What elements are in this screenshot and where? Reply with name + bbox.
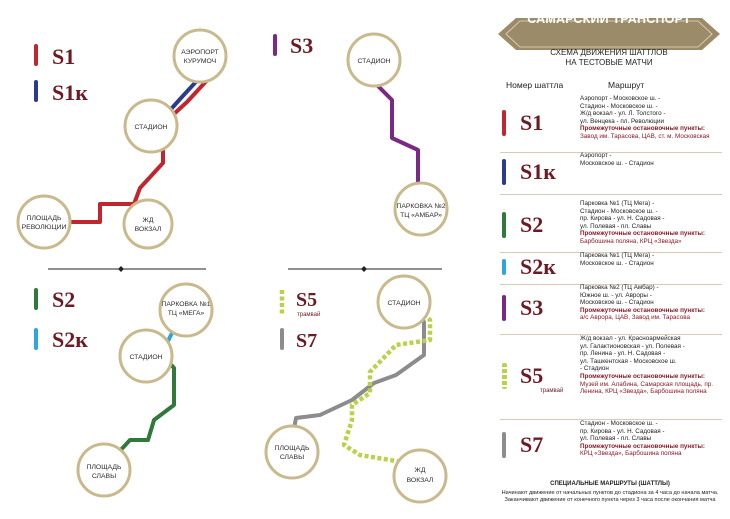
- footer-line-1: Начинают движение от начальных пунктов до стадиона за 4 часа до начала матча.: [501, 490, 719, 496]
- station-parking-2: [395, 183, 447, 235]
- station-stadium-s5: [378, 276, 430, 328]
- route-description: [580, 252, 730, 267]
- legend-label-s7: S7: [296, 330, 318, 352]
- route-description-line: ул. Полевая - пл. Славы: [580, 222, 652, 230]
- route-stops-title: Промежуточные остановочные пункты:: [580, 442, 705, 450]
- station-parking1-label-2: ТЦ «МЕГА»: [167, 310, 205, 317]
- footer-line-2: Заканчивают движение от конечного пункта через 3 часа после окончания матча: [504, 497, 716, 503]
- route-description-line: ул. Полевая - пл. Славы: [580, 435, 652, 443]
- route-color-bar: [502, 432, 506, 458]
- station-airport-label-2: КУРУМОЧ: [183, 58, 217, 65]
- route-description-line: ул. Галактионовская - ул. Полевая -: [580, 342, 685, 350]
- route-row-divider: [500, 194, 722, 195]
- route-description-line: Московское ш. - Стадион: [580, 159, 654, 167]
- route-row: [500, 420, 722, 470]
- legend-label-s1k: S1к: [52, 80, 88, 105]
- route-description-line: ул. Ташкентская - Московское ш.: [580, 357, 677, 365]
- route-description-line: Парковка №1 (ТЦ Мега) -: [580, 200, 655, 207]
- legend-bar-s1k: [34, 80, 38, 102]
- station-stadium-label: СТАДИОН: [134, 124, 168, 131]
- station-rail-label-2: ВОКЗАЛ: [134, 226, 162, 233]
- banner-subtitle: [498, 48, 720, 68]
- station-airport: [174, 30, 226, 82]
- route-description-line: Южное ш. - ул. Авроры -: [580, 291, 652, 299]
- station-rail-label-1: ЖД: [142, 217, 154, 224]
- station-stadium-s1: [125, 100, 177, 152]
- station-square-label-1: ПЛОЩАДЬ: [26, 215, 62, 222]
- route-stops: Завод им. Тарасова, ЦАВ, ст. м. Московская: [580, 132, 710, 140]
- route-row: [500, 252, 722, 282]
- footer-note: [490, 481, 730, 504]
- route-name: S5: [520, 363, 544, 388]
- route-description: [580, 152, 730, 167]
- station-parking-1: [160, 284, 212, 336]
- legend-label-s2k: S2к: [52, 327, 88, 352]
- route-row: [500, 335, 722, 417]
- station-rail-label-2: ВОКЗАЛ: [406, 477, 434, 484]
- route-stops: а/с Аврора, ЦАВ, Завод им. Тарасова: [580, 314, 691, 322]
- station-railway-s1: [124, 200, 172, 248]
- route-description: [580, 284, 730, 322]
- route-description-line: Ж/д вокзал - ул. Красноармейская: [580, 335, 681, 342]
- station-square-label-1: ПЛОЩАДЬ: [86, 464, 122, 471]
- route-color-bar: [502, 212, 506, 238]
- route-color-bar: [502, 259, 506, 275]
- legend-bar-s7: [280, 328, 284, 350]
- station-square-label-1: ПЛОЩАДЬ: [274, 445, 310, 452]
- route-subtitle: трамвай: [540, 388, 564, 394]
- legend-bar-s2k: [34, 328, 38, 350]
- route-description-line: Стадион - Московское ш. -: [580, 420, 658, 427]
- route-description-line: Московское ш. - Стадион: [580, 259, 654, 267]
- route-description-line: Парковка №2 (ТЦ Амбар) -: [580, 284, 659, 291]
- route-name: S7: [520, 432, 544, 457]
- station-stadium-s3: [348, 34, 400, 86]
- station-stadium-s2: [120, 330, 172, 382]
- banner-title: САМАРСКИЙ ТРАНСПОРТ: [527, 12, 691, 26]
- route-stops: Музей им. Алабина, Самарская площадь, пр. Ленина, КРЦ «Звезда», Барбошина поляна: [580, 380, 713, 396]
- column-header-number: Номер шаттла: [506, 80, 564, 90]
- route-description: [580, 335, 730, 396]
- station-square-label-2: СЛАВЫ: [279, 454, 305, 461]
- route-description-line: пр. Ленина - ул. Н. Садовая -: [580, 350, 666, 358]
- divider-ornament-icon: [118, 266, 124, 272]
- divider-ornament-icon: [361, 266, 367, 272]
- station-stadium-label: СТАДИОН: [387, 300, 421, 307]
- legend-label-s5: S5: [296, 289, 318, 311]
- route-description-line: Аэропорт - Московское ш. -: [580, 95, 661, 102]
- route-row: [500, 95, 722, 150]
- station-revolution-square: [18, 196, 70, 248]
- route-color-bar: [502, 295, 506, 321]
- station-square-label-2: СЛАВЫ: [91, 473, 117, 480]
- station-square-label-2: РЕВОЛЮЦИИ: [21, 224, 67, 231]
- route-description: [580, 95, 730, 141]
- route-name: S2: [520, 212, 544, 237]
- route-description-line: Московское ш. - Стадион: [580, 299, 654, 307]
- station-parking2-label-2: ТЦ «АМБАР»: [400, 212, 442, 219]
- station-glory-square-s7: [266, 426, 318, 478]
- route-stops-title: Промежуточные остановочные пункты:: [580, 306, 705, 314]
- route-description-line: - Стадион: [580, 365, 609, 373]
- legend-label-s3: S3: [290, 33, 314, 58]
- station-stadium-label: СТАДИОН: [129, 354, 163, 361]
- legend-label-tram: трамвай: [297, 312, 321, 318]
- route-description-line: Стадион - Московское ш. -: [580, 207, 658, 215]
- station-rail-label-1: ЖД: [414, 467, 426, 474]
- footer-title: СПЕЦИАЛЬНЫЕ МАРШРУТЫ (ШАТТЛЫ): [550, 481, 670, 487]
- route-name: S1: [520, 109, 544, 135]
- legend-label-s2: S2: [52, 287, 76, 312]
- route-description-line: Стадион - Московское ш. -: [580, 102, 658, 110]
- route-legend-panel: [490, 0, 730, 519]
- route-row: [500, 152, 722, 192]
- legend-bar-s2: [34, 288, 38, 310]
- route-name: S3: [520, 295, 544, 320]
- route-name: S1к: [520, 159, 556, 184]
- station-railway-s5: [394, 450, 446, 502]
- route-stops: Барбошина поляна, КРЦ «Звезда»: [580, 237, 682, 245]
- route-stops-title: Промежуточные остановочные пункты:: [580, 372, 705, 380]
- route-stops-title: Промежуточные остановочные пункты:: [580, 230, 705, 238]
- route-description-line: пр. Кирова - ул. Н. Садовая -: [580, 427, 665, 435]
- banner-subtitle-line-1: СХЕМА ДВИЖЕНИЯ ШАТТЛОВ: [550, 48, 668, 57]
- banner-subtitle-line-2: НА ТЕСТОВЫЕ МАТЧИ: [565, 58, 653, 67]
- route-stops-title: Промежуточные остановочные пункты:: [580, 125, 705, 133]
- route-name: S2к: [520, 254, 556, 279]
- route-description: [580, 200, 730, 246]
- station-parking2-label-1: ПАРКОВКА №2: [396, 203, 446, 210]
- route-color-bar: [502, 159, 506, 185]
- station-airport-label-1: АЭРОПОРТ: [181, 49, 219, 56]
- station-stadium-label: СТАДИОН: [357, 58, 391, 65]
- route-description-line: Парковка №1 (ТЦ Мега) -: [580, 252, 655, 259]
- route-description-line: Аэропорт -: [580, 152, 612, 159]
- column-header-route: Маршрут: [608, 80, 645, 90]
- legend-bar-s3: [273, 34, 277, 56]
- route-description-line: ул. Венцека - пл. Революции: [580, 117, 665, 125]
- route-row: [500, 284, 722, 332]
- station-parking1-label-1: ПАРКОВКА №1: [161, 301, 211, 308]
- route-description-line: Ж/д вокзал - ул. Л. Толстого -: [580, 110, 666, 118]
- route-row: [500, 200, 722, 250]
- route-description: [580, 420, 730, 458]
- route-stops: КРЦ «Звезда», Барбошина поляна: [580, 450, 682, 458]
- route-color-bar: [502, 110, 506, 136]
- legend-label-s1: S1: [52, 44, 76, 69]
- legend-bar-s1: [34, 44, 38, 66]
- route-color-bar: [502, 363, 507, 389]
- route-description-line: пр. Кирова - ул. Н. Садовая -: [580, 215, 665, 223]
- station-glory-square-s2: [78, 444, 130, 496]
